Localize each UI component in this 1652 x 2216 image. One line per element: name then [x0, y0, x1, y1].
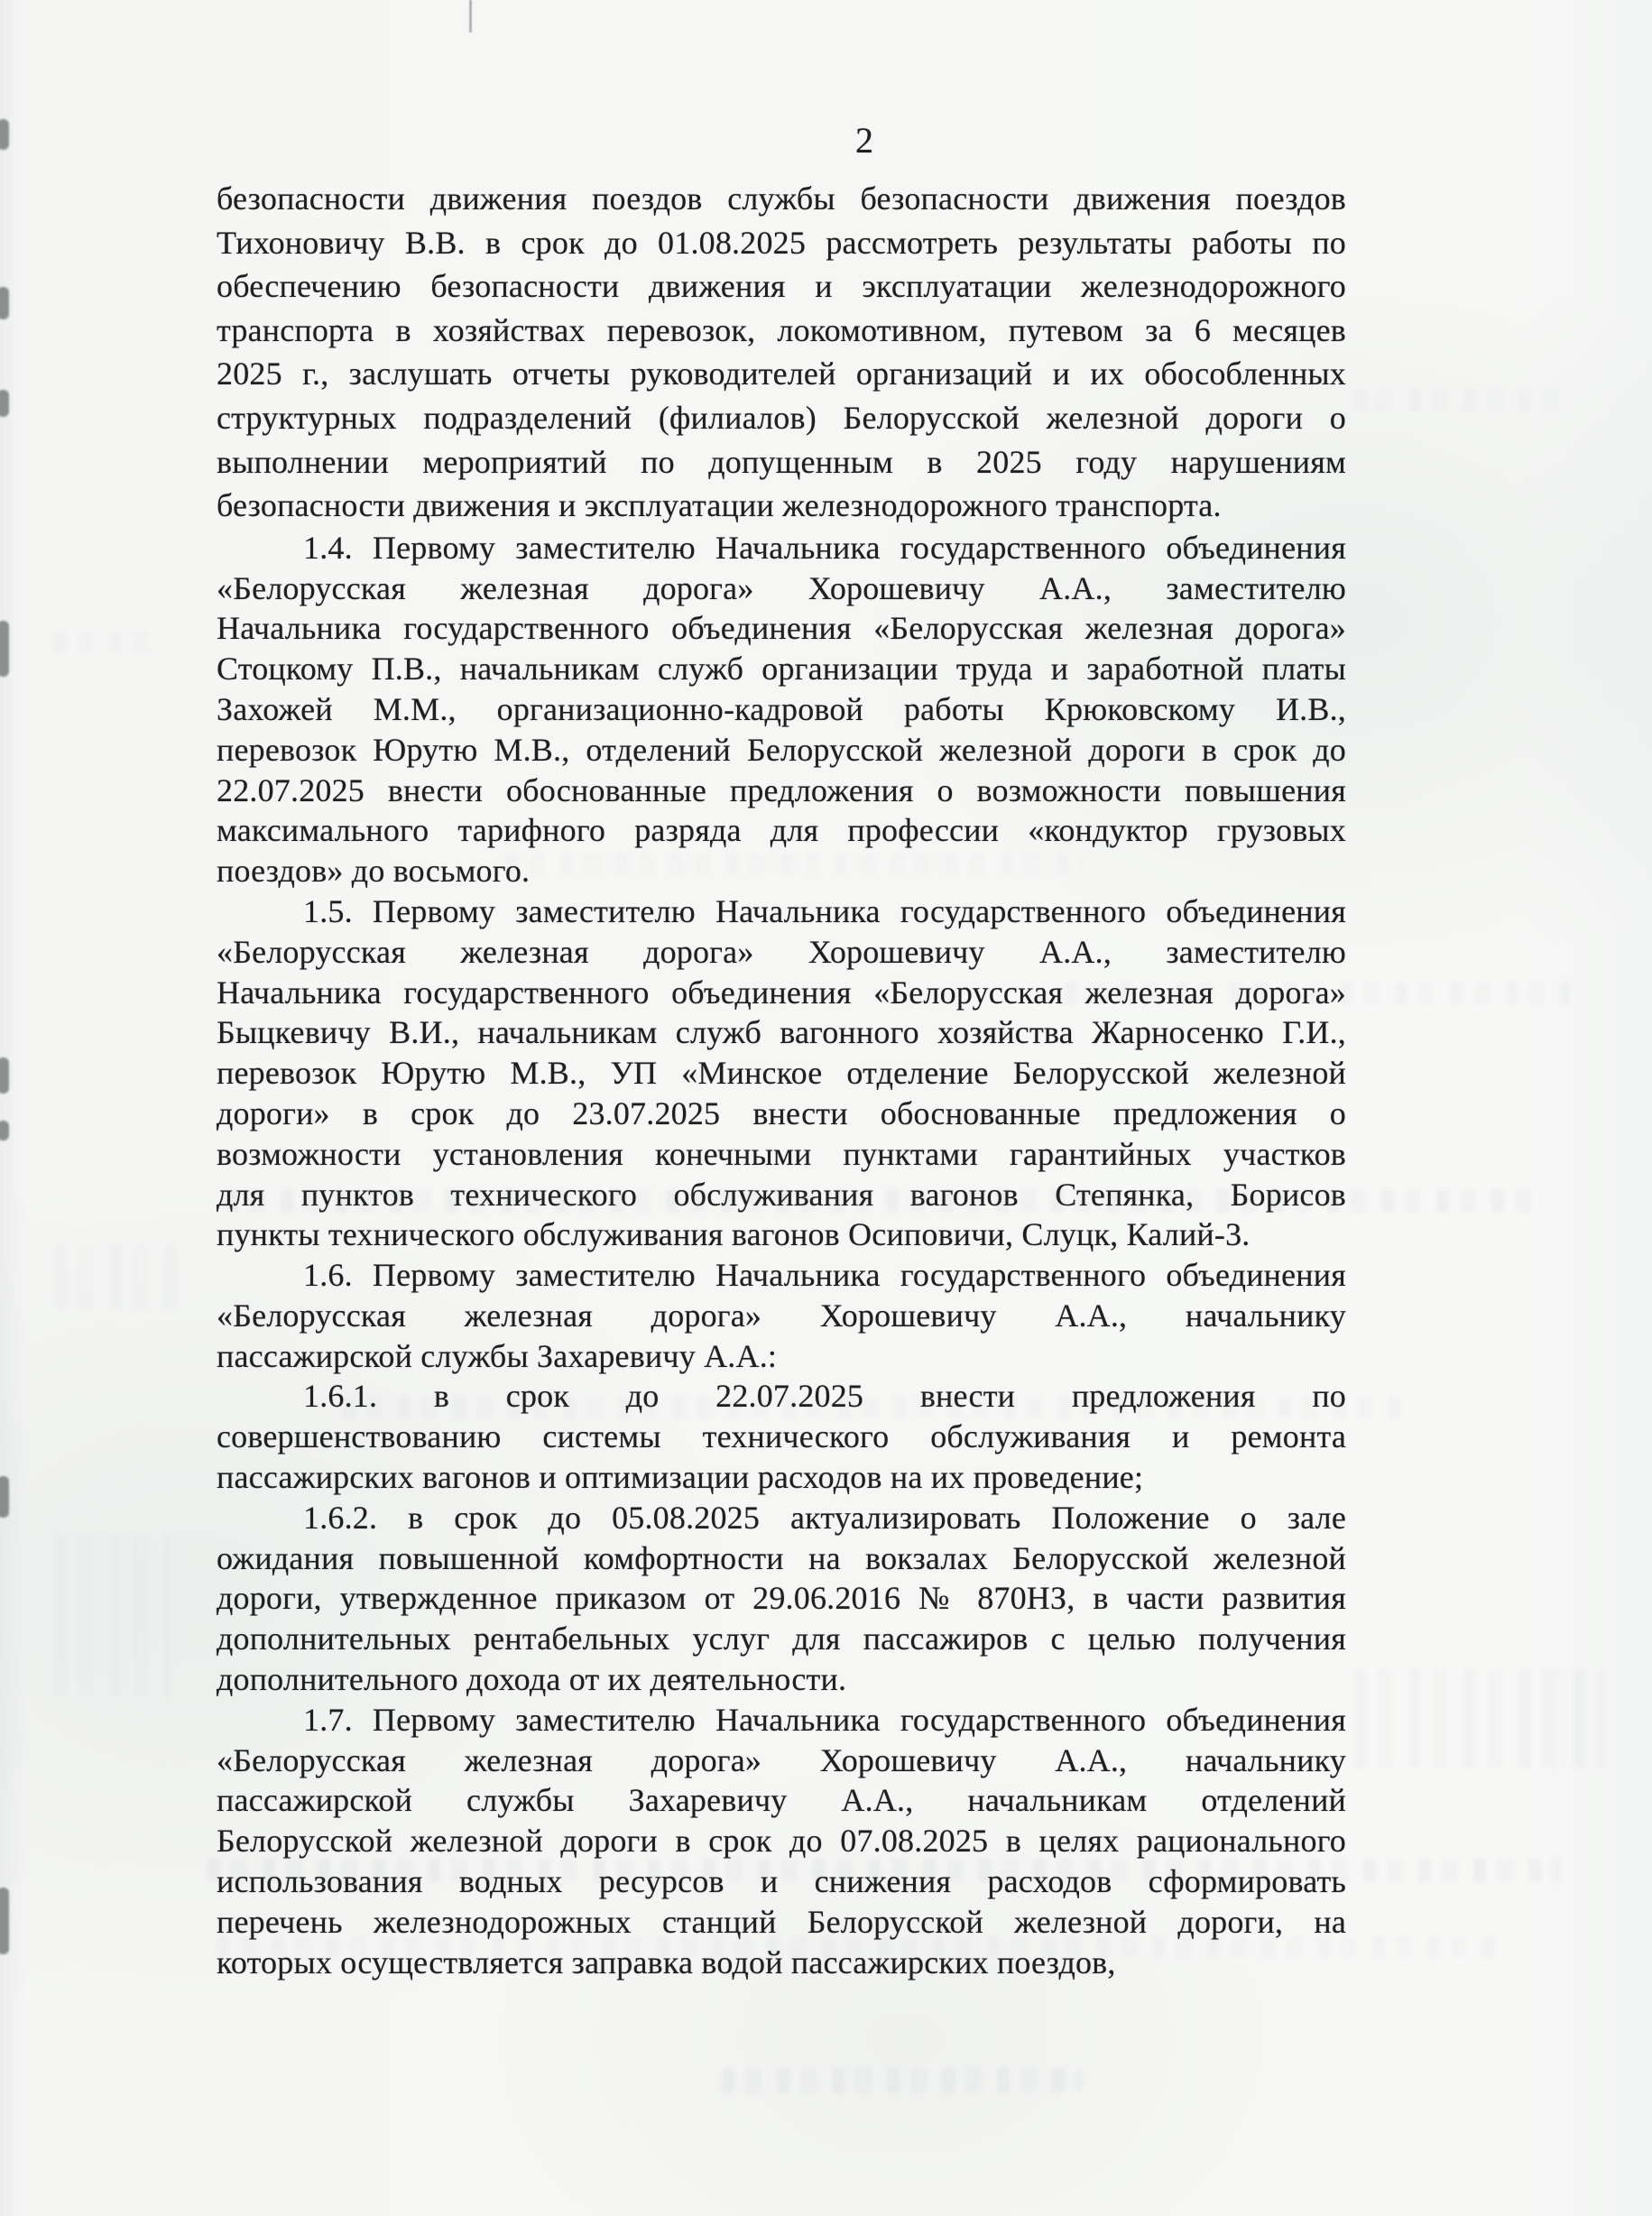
bleed-through-artifact — [505, 854, 1083, 875]
paragraph-item-1-6 — [217, 1255, 1346, 1376]
text-line: Быцкевичу В.И., начальникам служб вагонного хозяйства Жарносенко Г.И., — [217, 1014, 1346, 1051]
text-line: пассажирских вагонов и оптимизации расходов на их проведение; — [217, 1459, 1144, 1496]
text-line: поездов» до восьмого. — [217, 853, 531, 890]
text-line: дороги» в срок до 23.07.2025 внести обоснованные предложения о — [217, 1094, 1346, 1131]
text-line: дополнительных рентабельных услуг для пассажиров с целью получения — [217, 1620, 1346, 1657]
text-line: 1.6. Первому заместителю Начальника государственного объединения — [303, 1257, 1346, 1294]
text-line: «Белорусская железная дорога» Хорошевичу А.А., начальнику — [217, 1741, 1346, 1778]
text-line: дополнительного дохода от их деятельности. — [217, 1661, 847, 1698]
text-line: выполнении мероприятий по допущенным в 2025 году нарушениям — [217, 443, 1346, 480]
scan-edge-artifact — [0, 621, 9, 677]
text-line: перевозок Юрутю М.В., УП «Минское отделение Белорусской железной — [217, 1055, 1346, 1092]
text-line: Начальника государственного объединения «Белорусская железная дорога» — [217, 974, 1346, 1011]
scan-edge-artifact — [0, 287, 9, 319]
bleed-through-artifact — [226, 1189, 1543, 1213]
text-line: для пунктов технического обслуживания вагонов Степянка, Борисов — [217, 1176, 1346, 1213]
text-line: 2025 г., заслушать отчеты руководителей организаций и их обособленных — [217, 355, 1346, 392]
scan-edge-artifact — [0, 119, 9, 150]
scan-edge-artifact — [0, 1476, 9, 1518]
bleed-through-artifact — [217, 1936, 1498, 1958]
text-line: Белорусской железной дороги в срок до 07.08.2025 в целях рационального — [217, 1823, 1346, 1860]
scan-edge-artifact — [0, 390, 9, 417]
bleed-through-artifact — [1353, 1669, 1606, 1768]
bleed-through-artifact — [208, 1859, 1561, 1882]
bleed-through-artifact — [722, 2068, 1083, 2093]
text-line: Захожей М.М., организационно-кадровой работы Крюковскому И.В., — [217, 690, 1346, 727]
text-line: перечень железнодорожных станций Белорусской железной дороги, на — [217, 1903, 1346, 1940]
document-body — [217, 177, 1346, 1982]
scan-edge-artifact — [0, 1057, 9, 1094]
paragraph-item-1-4 — [217, 528, 1346, 891]
text-line: 22.07.2025 внести обоснованные предложения о возможности повышения — [217, 771, 1346, 808]
text-line: безопасности движения поездов службы безопасности движения поездов — [217, 180, 1346, 217]
text-line: «Белорусская железная дорога» Хорошевичу А.А., начальнику — [217, 1297, 1346, 1334]
text-line: пассажирской службы Захаревичу А.А.: — [217, 1337, 778, 1374]
bleed-through-artifact — [1353, 388, 1570, 411]
text-line: обеспечению безопасности движения и эксплуатации железнодорожного — [217, 268, 1346, 305]
bleed-through-artifact — [54, 1245, 189, 1308]
text-line: структурных подразделений (филиалов) Белорусской железной дороги о — [217, 399, 1346, 436]
text-line: возможности установления конечными пунктами гарантийных участков — [217, 1135, 1346, 1172]
text-line: дороги, утвержденное приказом от 29.06.2016 № 870НЗ, в части развития — [217, 1580, 1346, 1617]
scan-edge-artifact — [0, 1888, 9, 1954]
paragraph-item-1-6-1 — [217, 1376, 1346, 1497]
bleed-through-artifact — [54, 1534, 171, 1696]
text-line: 1.7. Первому заместителю Начальника государственного объединения — [303, 1701, 1346, 1738]
text-line: 1.5. Первому заместителю Начальника государственного объединения — [303, 892, 1346, 929]
text-line: 1.6.2. в срок до 05.08.2025 актуализировать Положение о зале — [303, 1499, 1346, 1536]
scan-edge-artifact — [469, 0, 472, 32]
paragraph-continuation — [217, 177, 1346, 528]
text-line: Тихоновичу В.В. в срок до 01.08.2025 рассмотреть результаты работы по — [217, 224, 1346, 261]
text-line: «Белорусская железная дорога» Хорошевичу А.А., заместителю — [217, 933, 1346, 970]
text-line: ожидания повышенной комфортности на вокзалах Белорусской железной — [217, 1539, 1346, 1576]
text-line: Стоцкому П.В., начальникам служб организации труда и заработной платы — [217, 651, 1346, 688]
bleed-through-artifact — [343, 1397, 1407, 1418]
paragraph-item-1-6-2 — [217, 1498, 1346, 1700]
page-number: 2 — [855, 120, 873, 161]
text-line: перевозок Юрутю М.В., отделений Белорусской железной дороги в срок до — [217, 731, 1346, 768]
text-line: максимального тарифного разряда для профессии «кондуктор грузовых — [217, 812, 1346, 849]
text-line: 1.4. Первому заместителю Начальника государственного объединения — [303, 529, 1346, 566]
text-line: безопасности движения и эксплуатации железнодорожного транспорта. — [217, 487, 1222, 524]
scan-edge-artifact — [0, 1121, 9, 1140]
bleed-through-artifact — [1065, 982, 1570, 1005]
bleed-through-artifact — [54, 632, 153, 653]
text-line: совершенствованию системы технического обслуживания и ремонта — [217, 1418, 1346, 1455]
text-line: 1.6.1. в срок до 22.07.2025 внести предложения по — [303, 1378, 1346, 1415]
text-line: использования водных ресурсов и снижения расходов сформировать — [217, 1863, 1346, 1900]
text-line: Начальника государственного объединения «Белорусская железная дорога» — [217, 610, 1346, 647]
text-line: пункты технического обслуживания вагонов Осиповичи, Слуцк, Калий-3. — [217, 1216, 1251, 1253]
text-line: «Белорусская железная дорога» Хорошевичу А.А., заместителю — [217, 569, 1346, 606]
text-line: которых осуществляется заправка водой пассажирских поездов, — [217, 1944, 1116, 1981]
text-line: пассажирской службы Захаревичу А.А., начальникам отделений — [217, 1782, 1346, 1819]
text-line: транспорта в хозяйствах перевозок, локомотивном, путевом за 6 месяцев — [217, 311, 1346, 348]
